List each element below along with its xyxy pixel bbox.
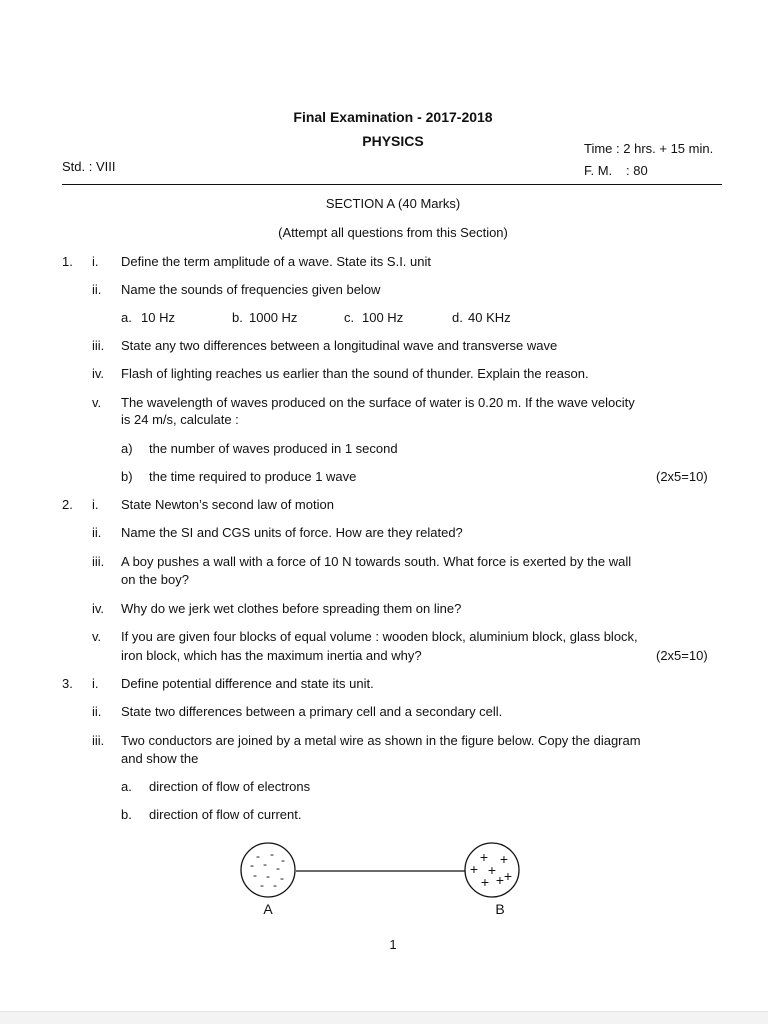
minus-charge-icon: - bbox=[280, 871, 284, 885]
minus-charge-icon: - bbox=[276, 861, 280, 875]
plus-charge-icon: + bbox=[480, 874, 490, 890]
section-title: SECTION A (40 Marks) bbox=[325, 196, 461, 211]
subpart-label: a. bbox=[121, 779, 132, 794]
question-text-continued: iron block, which has the maximum inertia and why? bbox=[121, 648, 422, 663]
question-number: 1. bbox=[62, 254, 73, 269]
minus-charge-icon: - bbox=[273, 878, 277, 892]
part-label: v. bbox=[92, 395, 102, 410]
option-label: c. bbox=[344, 310, 355, 325]
option-label: a. bbox=[121, 310, 132, 325]
label-b: B bbox=[495, 901, 505, 917]
plus-charge-icon: + bbox=[503, 868, 513, 884]
question-text: Define potential difference and state its unit. bbox=[121, 676, 374, 691]
question-text: Name the sounds of frequencies given below bbox=[121, 282, 381, 297]
option-label: b. bbox=[232, 310, 243, 325]
question-text-continued: is 24 m/s, calculate : bbox=[121, 412, 239, 427]
option-text: 10 Hz bbox=[141, 310, 175, 325]
exam-title: Final Examination - 2017-2018 bbox=[293, 109, 493, 125]
option-text: 1000 Hz bbox=[249, 310, 298, 325]
part-label: ii. bbox=[92, 282, 102, 297]
subpart-label: a) bbox=[121, 441, 133, 456]
plus-charge-icon: + bbox=[495, 872, 505, 888]
minus-charge-icon: - bbox=[260, 878, 264, 892]
question-text: State any two differences between a longitudinal wave and transverse wave bbox=[121, 338, 558, 353]
marks-label: (2x5=10) bbox=[656, 469, 708, 484]
question-text: Name the SI and CGS units of force. How are they related? bbox=[121, 525, 463, 540]
std-label: Std. : VIII bbox=[62, 159, 116, 174]
plus-charge-icon: + bbox=[499, 851, 509, 867]
subpart-label: b) bbox=[121, 469, 133, 484]
plus-charge-icon: + bbox=[479, 849, 489, 865]
plus-charge-icon: + bbox=[487, 862, 497, 878]
part-label: i. bbox=[92, 676, 99, 691]
question-text-continued: and show the bbox=[121, 751, 199, 766]
subpart-text: the time required to produce 1 wave bbox=[149, 469, 357, 484]
subpart-text: the number of waves produced in 1 second bbox=[149, 441, 398, 456]
question-number: 3. bbox=[62, 676, 73, 691]
question-text: A boy pushes a wall with a force of 10 N towards south. What force is exerted by the wall bbox=[121, 554, 632, 569]
part-label: ii. bbox=[92, 704, 102, 719]
question-text: The wavelength of waves produced on the surface of water is 0.20 m. If the wave velocity bbox=[121, 395, 635, 410]
subpart-text: direction of flow of current. bbox=[149, 807, 302, 822]
option-label: d. bbox=[452, 310, 463, 325]
label-a: A bbox=[263, 901, 273, 917]
page-number: 1 bbox=[389, 937, 397, 952]
question-text: State Newton’s second law of motion bbox=[121, 497, 334, 512]
question-text-continued: on the boy? bbox=[121, 572, 189, 587]
question-number: 2. bbox=[62, 497, 73, 512]
header-divider bbox=[62, 184, 722, 185]
full-marks-value: : 80 bbox=[626, 163, 648, 178]
question-text: Why do we jerk wet clothes before spreading them on line? bbox=[121, 601, 462, 616]
subpart-text: direction of flow of electrons bbox=[149, 779, 311, 794]
part-label: iv. bbox=[92, 601, 105, 616]
question-text: Flash of lighting reaches us earlier than the sound of thunder. Explain the reason. bbox=[121, 366, 589, 381]
part-label: v. bbox=[92, 629, 102, 644]
subpart-label: b. bbox=[121, 807, 132, 822]
full-marks-label: F. M. bbox=[584, 163, 613, 178]
option-text: 100 Hz bbox=[362, 310, 404, 325]
minus-charge-icon: - bbox=[281, 853, 285, 867]
minus-charge-icon: - bbox=[253, 868, 257, 882]
question-text: Define the term amplitude of a wave. State its S.I. unit bbox=[121, 254, 431, 269]
marks-label: (2x5=10) bbox=[656, 648, 708, 663]
plus-charge-icon: + bbox=[469, 861, 479, 877]
part-label: iii. bbox=[92, 554, 105, 569]
option-text: 40 KHz bbox=[468, 310, 511, 325]
part-label: iii. bbox=[92, 338, 105, 353]
conductor-figure bbox=[0, 835, 768, 935]
minus-charge-icon: - bbox=[266, 869, 270, 883]
part-label: iii. bbox=[92, 733, 105, 748]
page-bottom-edge bbox=[0, 1011, 768, 1024]
conductor-a bbox=[241, 843, 295, 897]
subject-title: PHYSICS bbox=[362, 133, 424, 149]
section-instruction: (Attempt all questions from this Section) bbox=[278, 225, 508, 240]
question-text: State two differences between a primary cell and a secondary cell. bbox=[121, 704, 503, 719]
minus-charge-icon: - bbox=[263, 857, 267, 871]
minus-charge-icon: - bbox=[270, 847, 274, 861]
question-text: If you are given four blocks of equal volume : wooden block, aluminium block, glass block, bbox=[121, 629, 638, 644]
conductor-b bbox=[465, 843, 519, 897]
question-text: Two conductors are joined by a metal wire as shown in the figure below. Copy the diagram bbox=[121, 733, 641, 748]
part-label: ii. bbox=[92, 525, 102, 540]
minus-charge-icon: - bbox=[250, 858, 254, 872]
part-label: iv. bbox=[92, 366, 105, 381]
part-label: i. bbox=[92, 497, 99, 512]
part-label: i. bbox=[92, 254, 99, 269]
time-label: Time : 2 hrs. + 15 min. bbox=[584, 141, 714, 156]
minus-charge-icon: - bbox=[256, 849, 260, 863]
